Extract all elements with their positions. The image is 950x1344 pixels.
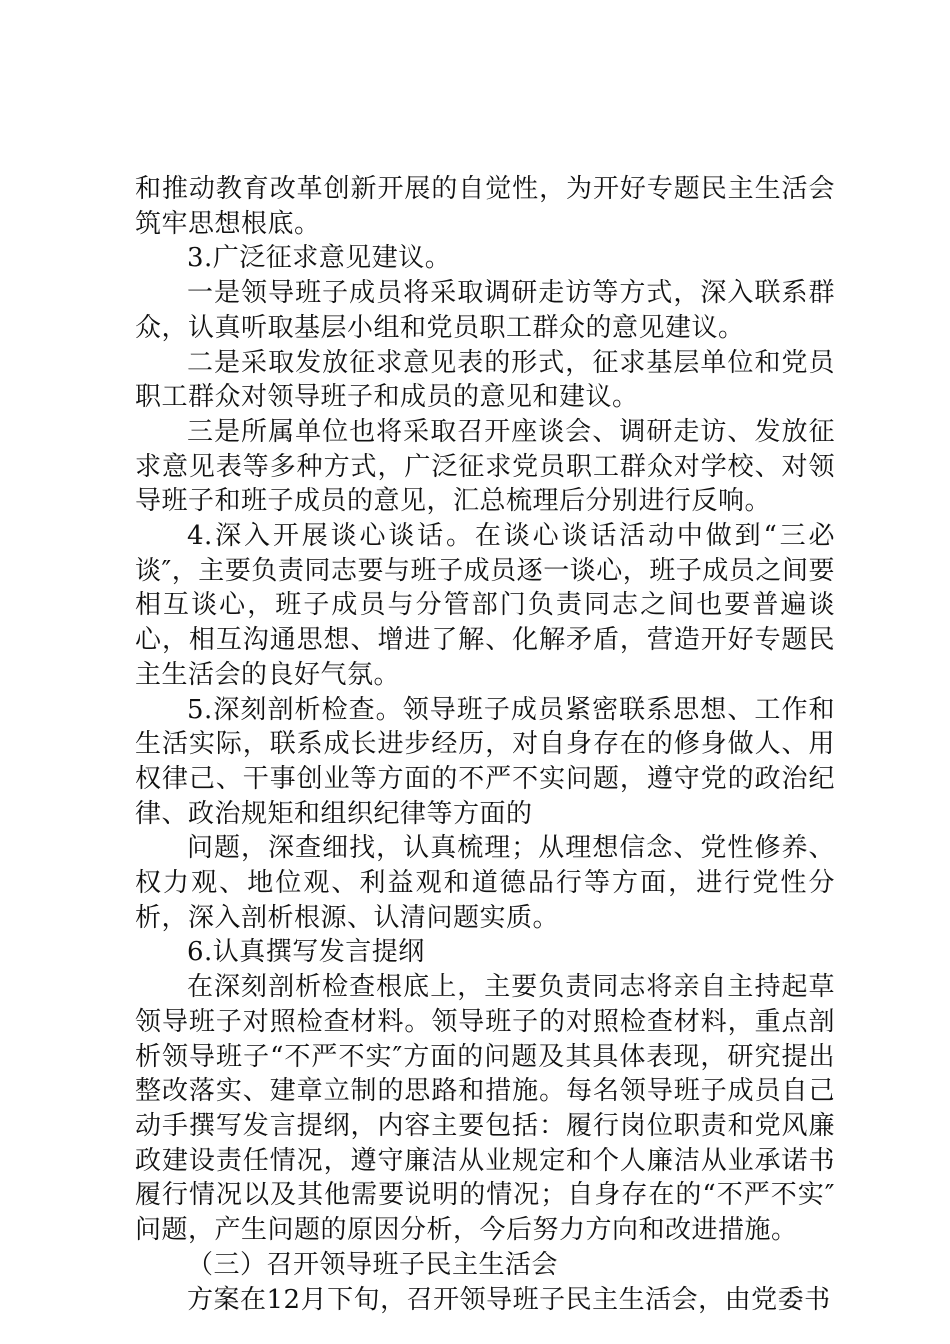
paragraph: 三是所属单位也将采取召开座谈会、调研走访、发放征求意见表等多种方式，广泛征求党员职工群众对学校、对领导班子和班子成员的意见，汇总梳理后分别进行反响。 [135, 416, 835, 517]
paragraph: 一是领导班子成员将采取调研走访等方式，深入联系群众，认真听取基层小组和党员职工群众的意见建议。 [135, 278, 835, 343]
section-heading: （三）召开领导班子民主生活会 [187, 1249, 559, 1280]
paragraph: 5.深刻剖析检查。领导班子成员紧密联系思想、工作和生活实际，联系成长进步经历，对自身存在的修身做人、用权律己、干事创业等方面的不严不实问题，遵守党的政治纪律、政治规矩和组织纪律等方面的 [135, 694, 835, 829]
paragraph: 和推动教育改革创新开展的自觉性，为开好专题民主生活会筑牢思想根底。 [135, 174, 835, 239]
document-body [135, 172, 835, 1317]
section-heading: 6.认真撰写发言提纲 [187, 937, 425, 968]
paragraph: 二是采取发放征求意见表的形式，征求基层单位和党员职工群众对领导班子和成员的意见和建议。 [135, 347, 835, 413]
paragraph: 在深刻剖析检查根底上，主要负责同志将亲自主持起草领导班子对照检查材料。领导班子的对照检查材料，重点剖析领导班子“不严不实″方面的问题及其具体表现，研究提出整改落实、建章立制的思路和措施。每名领导班子成员自己动手撰写发言提纲，内容主要包括：履行岗位职责和党风廉政建设责任情况，遵守廉洁从业规定和个人廉洁从业承诺书履行情况以及其他需要说明的情况；自身存在的“不严不实″问题，产生问题的原因分析，今后努力方向和改进措施。 [135, 972, 835, 1246]
paragraph: 4.深入开展谈心谈话。在谈心谈话活动中做到“三必谈″，主要负责同志要与班子成员逐一谈心，班子成员之间要相互谈心，班子成员与分管部门负责同志之间也要普遍谈心，相互沟通思想、增进了解、化解矛盾，营造开好专题民主生活会的良好气氛。 [135, 521, 835, 690]
section-heading: 3.广泛征求意见建议。 [187, 243, 452, 274]
paragraph: 方案在12月下旬，召开领导班子民主生活会，由党委书 [187, 1284, 831, 1315]
paragraph: 问题，深查细找，认真梳理；从理想信念、党性修养、权力观、地位观、利益观和道德品行等方面，进行党性分析，深入剖析根源、认清问题实质。 [135, 833, 835, 933]
